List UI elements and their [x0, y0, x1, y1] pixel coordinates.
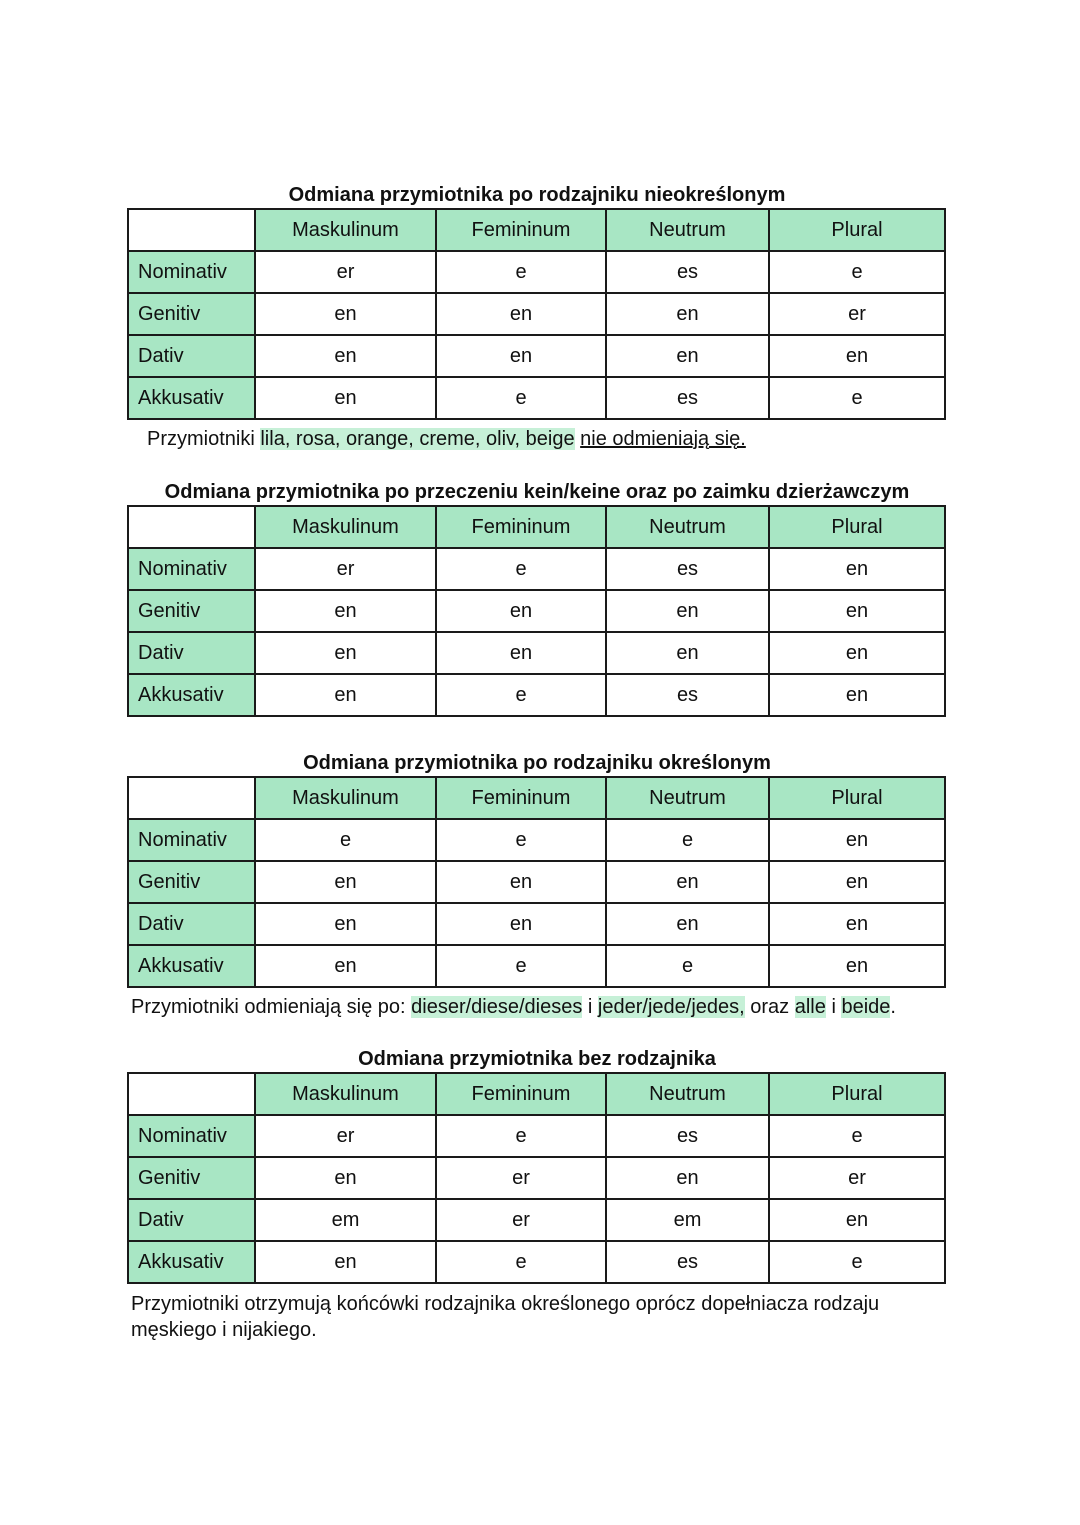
- table-cell: en: [769, 548, 945, 590]
- table-cell: es: [606, 251, 769, 293]
- table-cell: en: [436, 861, 606, 903]
- table-cell: en: [255, 1157, 436, 1199]
- col-header-maskulinum: Maskulinum: [255, 777, 436, 819]
- header-row: [128, 209, 945, 251]
- table-row: [128, 1241, 945, 1283]
- table-cell: en: [769, 590, 945, 632]
- table-cell: e: [436, 674, 606, 716]
- separator-text: i: [587, 996, 593, 1018]
- note-no-article-rule: [131, 1291, 931, 1343]
- table-cell: er: [436, 1157, 606, 1199]
- table-1-title: Odmiana przymiotnika po rodzajniku nieokreślonym: [288, 184, 786, 206]
- table-cell: er: [255, 548, 436, 590]
- highlight-jeder: jeder/jede/jedes,: [597, 996, 745, 1018]
- header-row: [128, 777, 945, 819]
- col-header-maskulinum: Maskulinum: [255, 1073, 436, 1115]
- row-header-genitiv: Genitiv: [128, 861, 255, 903]
- corner-cell: [128, 506, 255, 548]
- table-row: [128, 861, 945, 903]
- table-cell: en: [769, 819, 945, 861]
- table-cell: er: [769, 1157, 945, 1199]
- table-cell: er: [436, 1199, 606, 1241]
- table-cell: en: [436, 293, 606, 335]
- declension-table-no-article: [127, 1072, 946, 1284]
- table-cell: em: [255, 1199, 436, 1241]
- table-cell: en: [606, 335, 769, 377]
- row-header-akkusativ: Akkusativ: [128, 945, 255, 987]
- table-cell: en: [255, 674, 436, 716]
- highlight-dieser: dieser/diese/dieses: [411, 996, 583, 1018]
- note-line-1: Przymiotniki otrzymują końcówki rodzajnika określonego oprócz dopełniacza rodzaju: [131, 1293, 880, 1315]
- table-cell: en: [769, 945, 945, 987]
- table-cell: en: [606, 1157, 769, 1199]
- col-header-plural: Plural: [769, 777, 945, 819]
- row-header-nominativ: Nominativ: [128, 819, 255, 861]
- table-cell: en: [606, 632, 769, 674]
- table-cell: es: [606, 674, 769, 716]
- note-prefix: Przymiotniki: [147, 428, 255, 450]
- declension-table-kein-possessive: [127, 505, 946, 717]
- highlight-beide: beide: [841, 996, 891, 1018]
- table-cell: e: [436, 1115, 606, 1157]
- header-row: [128, 506, 945, 548]
- note-line-2: męskiego i nijakiego.: [131, 1319, 317, 1341]
- table-cell: es: [606, 377, 769, 419]
- col-header-neutrum: Neutrum: [606, 1073, 769, 1115]
- note-prefix: Przymiotniki odmieniają się po:: [131, 996, 406, 1018]
- table-cell: en: [436, 335, 606, 377]
- corner-cell: [128, 1073, 255, 1115]
- table-2-title: Odmiana przymiotnika po przeczeniu kein/keine oraz po zaimku dzierżawczym: [164, 481, 910, 503]
- table-row: [128, 1115, 945, 1157]
- table-cell: en: [255, 945, 436, 987]
- row-header-nominativ: Nominativ: [128, 548, 255, 590]
- col-header-femininum: Femininum: [436, 506, 606, 548]
- table-cell: en: [769, 903, 945, 945]
- table-cell: en: [769, 335, 945, 377]
- table-cell: en: [255, 293, 436, 335]
- col-header-neutrum: Neutrum: [606, 209, 769, 251]
- row-header-genitiv: Genitiv: [128, 293, 255, 335]
- note-definite-triggers: [131, 994, 896, 1020]
- row-header-dativ: Dativ: [128, 903, 255, 945]
- highlighted-adjectives: lila, rosa, orange, creme, oliv, beige: [260, 428, 575, 450]
- col-header-femininum: Femininum: [436, 777, 606, 819]
- table-cell: e: [436, 819, 606, 861]
- col-header-femininum: Femininum: [436, 1073, 606, 1115]
- note-end: .: [890, 996, 896, 1018]
- table-cell: en: [255, 861, 436, 903]
- col-header-femininum: Femininum: [436, 209, 606, 251]
- corner-cell: [128, 777, 255, 819]
- col-header-maskulinum: Maskulinum: [255, 506, 436, 548]
- table-cell: e: [436, 548, 606, 590]
- row-header-dativ: Dativ: [128, 1199, 255, 1241]
- table-cell: e: [255, 819, 436, 861]
- table-row: [128, 1199, 945, 1241]
- row-header-akkusativ: Akkusativ: [128, 674, 255, 716]
- table-cell: en: [255, 377, 436, 419]
- col-header-plural: Plural: [769, 506, 945, 548]
- table-cell: en: [255, 632, 436, 674]
- table-row: [128, 1157, 945, 1199]
- table-row: [128, 548, 945, 590]
- col-header-neutrum: Neutrum: [606, 506, 769, 548]
- table-row: [128, 335, 945, 377]
- table-cell: e: [769, 1115, 945, 1157]
- table-cell: er: [255, 1115, 436, 1157]
- table-cell: en: [769, 674, 945, 716]
- table-row: [128, 590, 945, 632]
- table-cell: en: [769, 861, 945, 903]
- table-row: [128, 293, 945, 335]
- row-header-akkusativ: Akkusativ: [128, 377, 255, 419]
- table-row: [128, 903, 945, 945]
- table-cell: en: [436, 590, 606, 632]
- header-row: [128, 1073, 945, 1115]
- table-cell: en: [769, 632, 945, 674]
- separator-text: i: [831, 996, 836, 1018]
- row-header-genitiv: Genitiv: [128, 590, 255, 632]
- row-header-genitiv: Genitiv: [128, 1157, 255, 1199]
- table-cell: en: [606, 590, 769, 632]
- row-header-nominativ: Nominativ: [128, 1115, 255, 1157]
- table-3-title: Odmiana przymiotnika po rodzajniku określonym: [303, 752, 771, 774]
- row-header-dativ: Dativ: [128, 335, 255, 377]
- table-cell: e: [606, 945, 769, 987]
- col-header-neutrum: Neutrum: [606, 777, 769, 819]
- table-cell: en: [436, 903, 606, 945]
- table-cell: en: [255, 903, 436, 945]
- table-cell: er: [255, 251, 436, 293]
- underlined-remark: nie odmieniają się.: [580, 428, 746, 450]
- table-row: [128, 674, 945, 716]
- table-cell: e: [436, 251, 606, 293]
- row-header-nominativ: Nominativ: [128, 251, 255, 293]
- table-row: [128, 819, 945, 861]
- table-cell: en: [255, 1241, 436, 1283]
- table-cell: e: [769, 251, 945, 293]
- table-row: [128, 945, 945, 987]
- table-cell: en: [606, 861, 769, 903]
- table-cell: en: [769, 1199, 945, 1241]
- table-row: [128, 377, 945, 419]
- table-cell: e: [606, 819, 769, 861]
- table-cell: e: [436, 377, 606, 419]
- row-header-akkusativ: Akkusativ: [128, 1241, 255, 1283]
- table-cell: es: [606, 1241, 769, 1283]
- declension-table-indefinite: [127, 208, 946, 420]
- table-cell: es: [606, 1115, 769, 1157]
- corner-cell: [128, 209, 255, 251]
- col-header-plural: Plural: [769, 209, 945, 251]
- table-cell: en: [436, 632, 606, 674]
- note-indeclinable-adjectives: [147, 426, 746, 452]
- table-cell: en: [255, 335, 436, 377]
- declension-table-definite: [127, 776, 946, 988]
- table-cell: em: [606, 1199, 769, 1241]
- row-header-dativ: Dativ: [128, 632, 255, 674]
- separator-text: oraz: [750, 996, 790, 1018]
- table-cell: e: [436, 945, 606, 987]
- table-row: [128, 251, 945, 293]
- highlight-alle: alle: [794, 996, 826, 1018]
- table-row: [128, 632, 945, 674]
- table-cell: er: [769, 293, 945, 335]
- table-cell: en: [255, 590, 436, 632]
- table-cell: e: [769, 377, 945, 419]
- table-4-title: Odmiana przymiotnika bez rodzajnika: [358, 1048, 716, 1070]
- table-cell: es: [606, 548, 769, 590]
- col-header-maskulinum: Maskulinum: [255, 209, 436, 251]
- table-cell: e: [436, 1241, 606, 1283]
- table-cell: e: [769, 1241, 945, 1283]
- col-header-plural: Plural: [769, 1073, 945, 1115]
- table-cell: en: [606, 293, 769, 335]
- table-cell: en: [606, 903, 769, 945]
